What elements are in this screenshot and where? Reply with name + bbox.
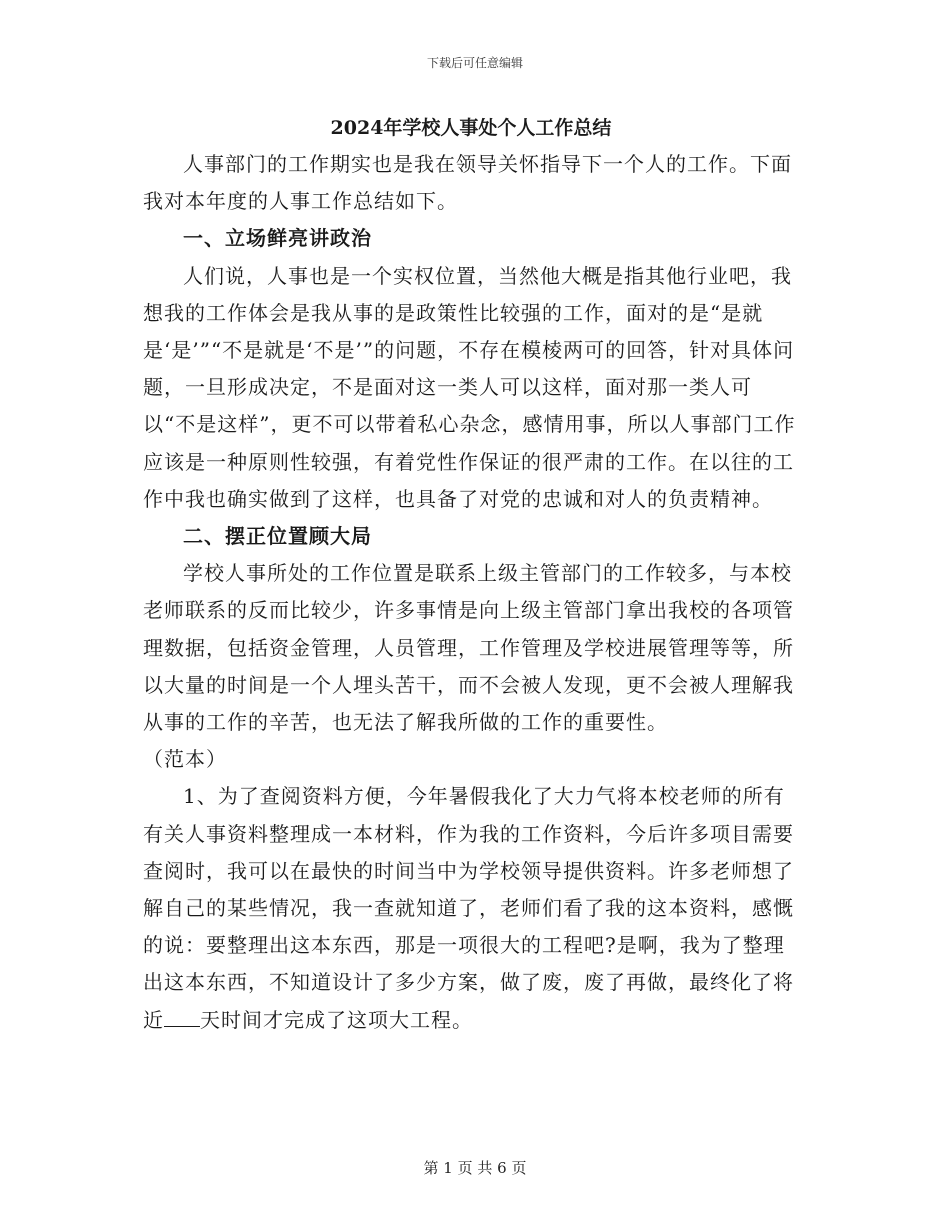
intro-paragraph: 人事部门的工作期实也是我在领导关怀指导下一个人的工作。下面我对本年度的人事工作总结如下。 <box>143 152 792 214</box>
section-heading-2: 二、摆正位置顾大局 <box>183 524 372 549</box>
item-1-paragraph <box>143 778 799 1038</box>
page-header: 下载后可任意编辑 <box>426 56 523 70</box>
fill-in-blank <box>164 1008 200 1027</box>
section-1-paragraph: 人们说，人事也是一个实权位置，当然他大概是指其他行业吧，我想我的工作体会是我从事的是政策性比较强的工作，面对的是“是就是‘是’”“不是就是‘不是’”的问题，不存在模棱两可的回答，针对具体问题，一旦形成决定，不是面对这一类人可以这样，面对那一类人可以“不是这样”，更不可以带着私心杂念，感情用事，所以人事部门工作应该是一种原则性较强，有着党性作保证的很严肃的工作。在以往的工作中我也确实做到了这样，也具备了对党的忠诚和对人的负责精神。 <box>143 263 796 511</box>
item-1-text-before: 1、为了查阅资料方便，今年暑假我化了大力气将本校老师的所有有关人事资料整理成一本材料，作为我的工作资料，今后许多项目需要查阅时，我可以在最快的时间当中为学校领导提供资料。许多老师想了解自己的某些情况，我一查就知道了，老师们看了我的这本资料，感慨的说：要整理出这本东西，那是一项很大的工程吧?是啊，我为了整理出这本东西，不知道设计了多少方案，做了废，废了再做，最终化了将近 <box>143 784 794 1032</box>
document-title: 2024年学校人事处个人工作总结 <box>330 117 612 139</box>
section-heading-1: 一、立场鲜亮讲政治 <box>183 226 372 251</box>
document-body <box>143 112 799 1039</box>
sample-note: （范本） <box>143 747 227 772</box>
page-footer: 第 1 页 共 6 页 <box>423 1159 527 1177</box>
section-2-paragraph: 学校人事所处的工作位置是联系上级主管部门的工作较多，与本校老师联系的反而比较少，许多事情是向上级主管部门拿出我校的各项管理数据，包括资金管理，人员管理，工作管理及学校进展管理等等，所以大量的时间是一个人埋头苦干，而不会被人发现，更不会被人理解我从事的工作的辛苦，也无法了解我所做的工作的重要性。 <box>143 561 794 735</box>
item-1-text-after: 天时间才完成了这项大工程。 <box>200 1007 473 1032</box>
